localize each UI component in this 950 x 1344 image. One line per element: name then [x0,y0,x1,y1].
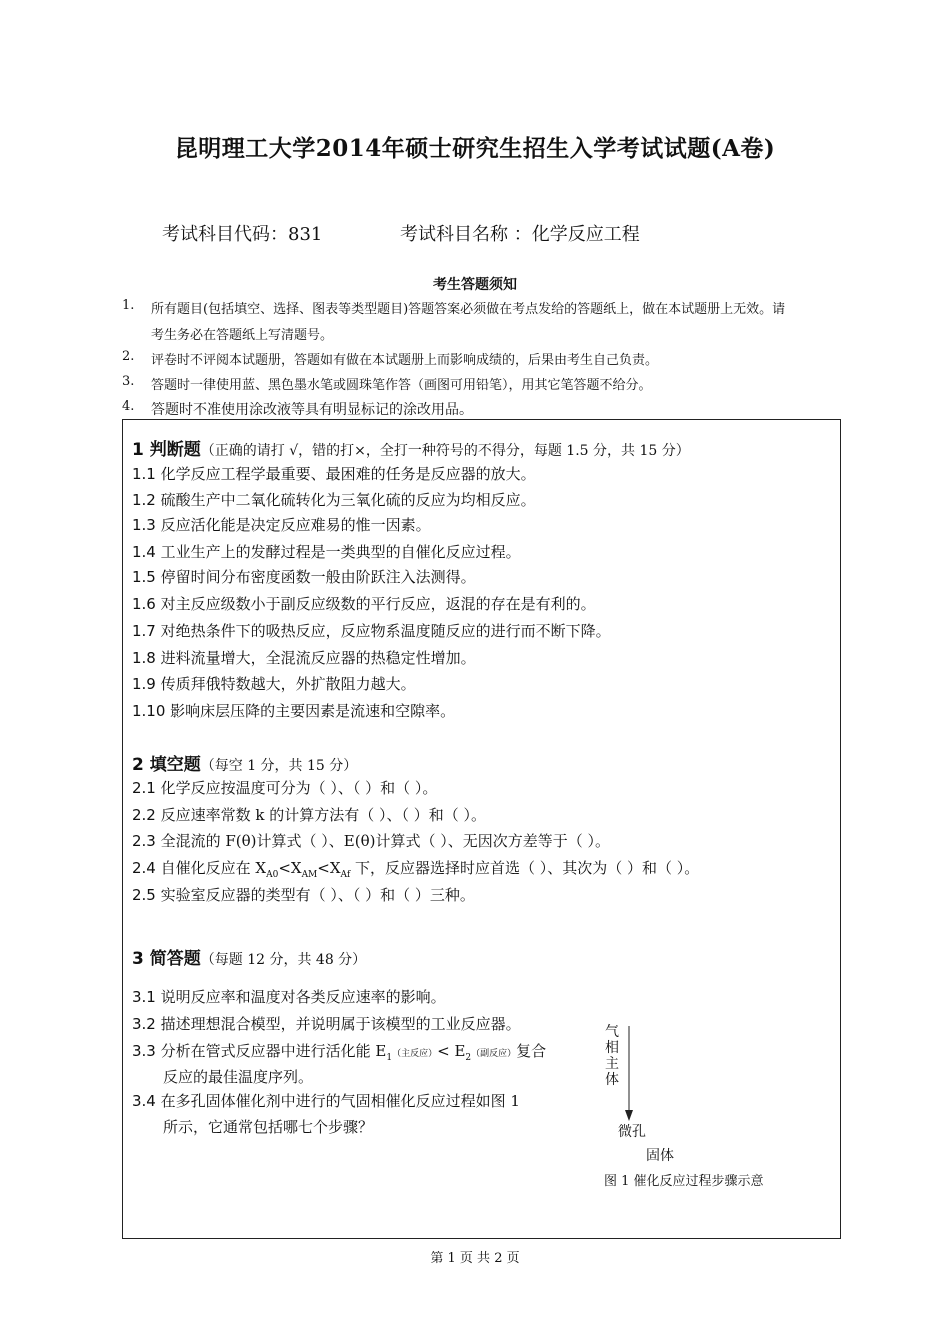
question-text: < E [437,1042,466,1060]
question-line [132,1090,520,1111]
section1-heading: 1 判断题 [132,440,201,460]
question-text: 复合 [516,1042,547,1060]
section1-heading-line [132,435,690,460]
question-number: 1.9 [132,675,156,693]
notice-item-number: 4. [122,399,135,414]
diffusion-arrow [622,1026,636,1122]
notice-item-text-cont: 考生务必在答题纸上写清题号。 [151,328,334,343]
question-number: 3.3 [132,1042,156,1060]
question-line [132,857,699,880]
notice-item-number: 3. [122,374,135,389]
question-line [132,884,475,905]
solid-label: 固体 [646,1148,674,1164]
exam-title: 昆明理工大学2014年硕士研究生招生入学考试试题(A卷) [174,135,776,162]
subscript-tag: （主反应） [392,1049,438,1059]
question-text: 下，反应器选择时应首选（ ）、其次为（ ）和（ ）。 [350,859,700,877]
question-number: 3.1 [132,988,156,1006]
question-number: 1.3 [132,516,156,534]
notice-item-text: 所有题目(包括填空、选择、图表等类型题目)答题答案必须做在考点发给的答题纸上，做在本试题册上无效。请 [151,302,786,317]
question-text: 进料流量增大，全混流反应器的热稳定性增加。 [155,649,476,667]
question-line [132,777,437,798]
arrow-head [625,1110,633,1121]
notice-title: 考生答题须知 [433,277,517,293]
subject-code: 考试科目代码：831 [162,224,323,245]
question-number: 1.10 [132,702,166,720]
notice-item [122,298,134,313]
section3-heading-line [132,944,366,969]
question-number: 1.2 [132,491,156,509]
question-number: 1.4 [132,543,156,561]
question-line [132,673,416,694]
question-line [132,647,476,668]
question-number: 2.3 [132,832,156,850]
section3-note: （每题 12 分，共 48 分） [200,952,367,968]
question-number: 2.5 [132,886,156,904]
question-number: 3.2 [132,1015,156,1033]
question-line [132,489,536,510]
section1-note: （正确的请打 √，错的打×，全打一种符号的不得分，每题 1.5 分，共 15 分） [200,443,690,459]
subscript-tag: （副反应） [471,1049,517,1059]
question-text: 在多孔固体催化剂中进行的气固相催化反应过程如图 1 [155,1092,520,1110]
notice-item-text: 评卷时不评阅本试题册，答题如有做在本试题册上而影响成绩的，后果由考生自己负责。 [151,353,659,368]
question-text: 分析在管式反应器中进行活化能 E [155,1042,387,1060]
section2-heading: 2 填空题 [132,755,201,775]
subject-name: 考试科目名称 ：化学反应工程 [400,224,640,245]
question-text: 停留时间分布密度函数一般由阶跃注入法测得。 [155,568,476,586]
question-line [132,700,455,721]
question-number: 1.7 [132,622,156,640]
question-line [132,1013,521,1034]
gas-label-char: 体 [605,1072,619,1088]
question-line [132,620,611,641]
question-text: <X [278,859,302,877]
question-text: 传质拜俄特数越大，外扩散阻力越大。 [155,675,416,693]
question-line [132,566,476,587]
question-number: 3.4 [132,1092,156,1110]
question-text: 工业生产上的发酵过程是一类典型的自催化反应过程。 [155,543,521,561]
question-text: 影响床层压降的主要因素是流速和空隙率。 [165,702,456,720]
question-number: 2.4 [132,859,156,877]
figure-caption: 图 1 催化反应过程步骤示意 [604,1174,764,1189]
question-line [132,593,596,614]
question-text: 实验室反应器的类型有（ ）、（ ）和（ ）三种。 [155,886,475,904]
gas-label-char: 相 [605,1040,619,1056]
question-line [132,1040,546,1063]
question-line [132,804,486,825]
notice-item-text: 答题时不准使用涂改液等具有明显标记的涂改用品。 [151,402,473,418]
section2-heading-line [132,750,357,775]
question-line [132,986,446,1007]
question-line [132,514,431,535]
section2-note: （每空 1 分，共 15 分） [200,758,358,774]
question-text: 化学反应按温度可分为（ ）、（ ）和（ ）。 [155,779,438,797]
page-footer: 第 1 页 共 2 页 [430,1251,520,1266]
question-number: 1.5 [132,568,156,586]
question-text: 反应速率常数 k 的计算方法有（ ）、（ ）和（ ）。 [155,806,487,824]
question-text: 反应活化能是决定反应难易的惟一因素。 [155,516,431,534]
question-text: <X [317,859,341,877]
question-text: 自催化反应在 X [155,859,267,877]
question-number: 2.1 [132,779,156,797]
question-text-cont: 所示，它通常包括哪七个步骤？ [163,1118,374,1136]
question-text: 描述理想混合模型，并说明属于该模型的工业反应器。 [155,1015,521,1033]
subscript: AM [301,870,318,880]
question-number: 1.8 [132,649,156,667]
question-line [132,541,521,562]
section3-heading: 3 简答题 [132,949,201,969]
question-line [132,830,610,851]
question-text-cont: 反应的最佳温度序列。 [163,1068,314,1086]
notice-item-text: 答题时一律使用蓝、黑色墨水笔或圆珠笔作答（画图可用铅笔），用其它笔答题不给分。 [151,378,652,393]
subscript: 2 [465,1053,472,1063]
subscript: Af [340,870,351,880]
question-text: 全混流的 F(θ)计算式（ ）、E(θ)计算式（ ）、无因次方差等于（ ）。 [155,832,611,850]
notice-item-number: 1. [122,298,135,313]
question-text: 硫酸生产中二氧化硫转化为三氧化硫的反应为均相反应。 [155,491,536,509]
question-number: 1.1 [132,465,156,483]
question-text: 化学反应工程学最重要、最困难的任务是反应器的放大。 [155,465,536,483]
gas-label-char: 气 [605,1024,619,1040]
question-text: 对绝热条件下的吸热反应，反应物系温度随反应的进行而不断下降。 [155,622,611,640]
subscript: A0 [266,870,279,880]
question-number: 2.2 [132,806,156,824]
gas-label-char: 主 [605,1056,619,1072]
notice-item-number: 2. [122,349,135,364]
subscript: 1 [386,1053,393,1063]
question-text: 说明反应率和温度对各类反应速率的影响。 [155,988,446,1006]
question-text: 对主反应级数小于副反应级数的平行反应，返混的存在是有利的。 [155,595,596,613]
question-line [132,463,536,484]
gas-phase-label [605,1024,621,1088]
pore-label: 微孔 [618,1124,646,1140]
question-number: 1.6 [132,595,156,613]
